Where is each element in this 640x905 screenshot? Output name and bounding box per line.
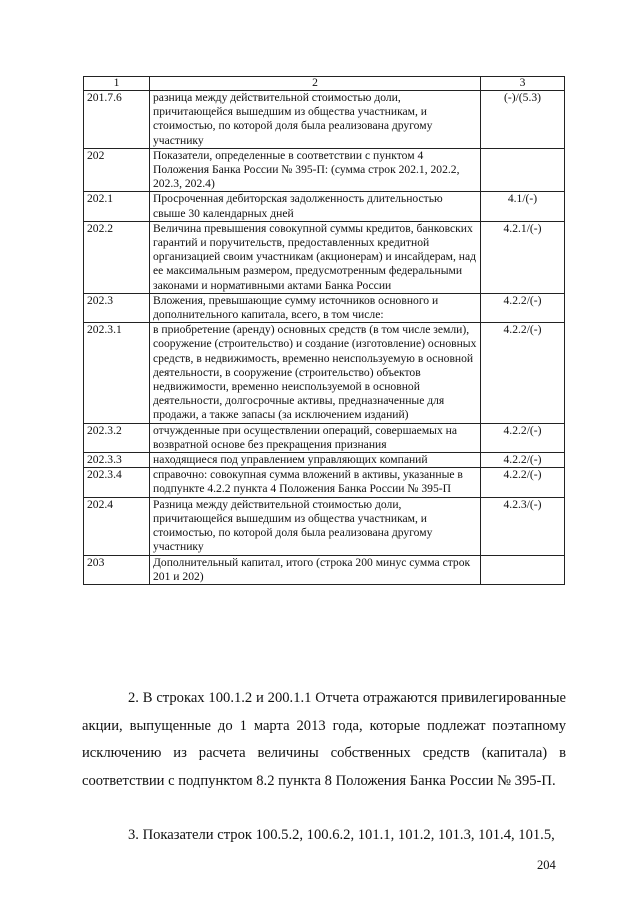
row-code: 201.7.6 — [84, 91, 150, 149]
row-text: Разница между действительной стоимостью доли, причитающейся вышедшим из общества участникам, и стоимостью, по которой доля была реализована другому участнику — [150, 497, 481, 555]
paragraph-2: 2. В строках 100.1.2 и 200.1.1 Отчета отражаются привилегированные акции, выпущенные до 1 марта 2013 года, которые подлежат поэтапному исключению из расчета величины собственных средств (капитала) в соответствии с подпунктом 8.2 пункта 8 Положения Банка России № 395-П. — [82, 690, 566, 789]
table-row — [84, 148, 565, 192]
row-code: 202.3.1 — [84, 323, 150, 423]
table-row — [84, 192, 565, 221]
row-text: находящиеся под управлением управляющих компаний — [150, 453, 481, 468]
row-text: справочно: совокупная сумма вложений в активы, указанные в подпункте 4.2.2 пункта 4 Положения Банка России № 395-П — [150, 468, 481, 497]
row-code: 203 — [84, 555, 150, 584]
row-text: Показатели, определенные в соответствии с пунктом 4 Положения Банка России № 395-П: (сумма строк 202.1, 202.2, 202.3, 202.4) — [150, 148, 481, 192]
table-row — [84, 497, 565, 555]
row-text: отчужденные при осуществлении операций, совершаемых на возвратной основе без прекращения признания — [150, 423, 481, 452]
row-code: 202.3.3 — [84, 453, 150, 468]
row-code: 202.3.2 — [84, 423, 150, 452]
row-text: разница между действительной стоимостью доли, причитающейся вышедшим из общества участникам, и стоимостью, по которой доля была реализована другому участнику — [150, 91, 481, 149]
paragraph-3: 3. Показатели строк 100.5.2, 100.6.2, 101.1, 101.2, 101.3, 101.4, 101.5, — [128, 827, 555, 843]
column-header-3: 3 — [481, 77, 565, 91]
page-number: 204 — [537, 858, 556, 872]
row-text: Величина превышения совокупной суммы кредитов, банковских гарантий и поручительств, предоставленных кредитной организацией своим участникам (акционерам) и инсайдерам, над ее максимальным размером, предусмотренным федеральными законами и нормативными актами Банка России — [150, 221, 481, 293]
table-row — [84, 423, 565, 452]
table-row — [84, 91, 565, 149]
row-reference: 4.2.2/(-) — [481, 423, 565, 452]
row-reference: 4.2.2/(-) — [481, 453, 565, 468]
row-code: 202 — [84, 148, 150, 192]
row-reference: 4.2.1/(-) — [481, 221, 565, 293]
row-code: 202.1 — [84, 192, 150, 221]
row-code: 202.2 — [84, 221, 150, 293]
row-code: 202.3.4 — [84, 468, 150, 497]
table-row — [84, 453, 565, 468]
row-text: Просроченная дебиторская задолженность длительностью свыше 30 календарных дней — [150, 192, 481, 221]
row-text: Вложения, превышающие сумму источников основного и дополнительного капитала, всего, в том числе: — [150, 293, 481, 322]
column-header-2: 2 — [150, 77, 481, 91]
row-reference: 4.2.2/(-) — [481, 468, 565, 497]
row-reference: 4.2.2/(-) — [481, 293, 565, 322]
row-reference — [481, 148, 565, 192]
indicator-table — [83, 76, 565, 585]
row-text: Дополнительный капитал, итого (строка 200 минус сумма строк 201 и 202) — [150, 555, 481, 584]
row-code: 202.3 — [84, 293, 150, 322]
table-header-row — [84, 77, 565, 91]
table-row — [84, 555, 565, 584]
row-reference — [481, 555, 565, 584]
row-reference: 4.2.3/(-) — [481, 497, 565, 555]
row-reference: 4.2.2/(-) — [481, 323, 565, 423]
row-text: в приобретение (аренду) основных средств (в том числе земли), сооружение (строительство) и создание (изготовление) основных средств, в недвижимость, временно неиспользуемую в основной деятельности, в сооружение (строительство) объектов недвижимости, временно неиспользуемой в основной деятельности, долгосрочные активы, предназначенные для продажи, а также запасы (за исключением изданий) — [150, 323, 481, 423]
row-code: 202.4 — [84, 497, 150, 555]
column-header-1: 1 — [84, 77, 150, 91]
table-row — [84, 323, 565, 423]
table-row — [84, 221, 565, 293]
row-reference: (-)/(5.3) — [481, 91, 565, 149]
row-reference: 4.1/(-) — [481, 192, 565, 221]
table-row — [84, 293, 565, 322]
table-row — [84, 468, 565, 497]
